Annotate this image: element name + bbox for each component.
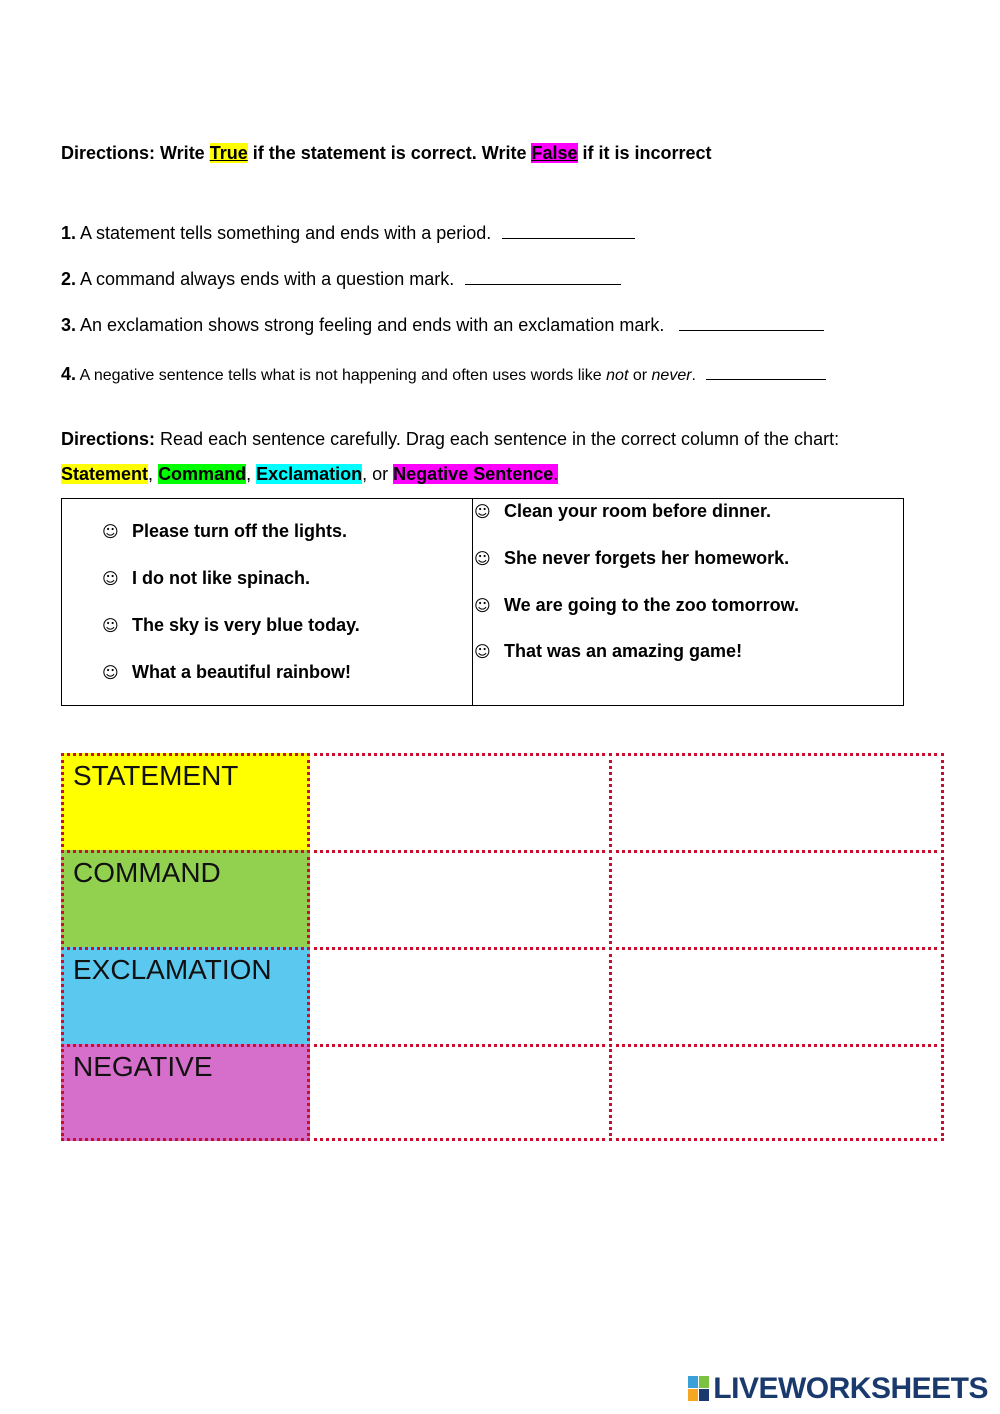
statement-label-cell bbox=[61, 753, 310, 853]
legend-command: Command bbox=[158, 464, 247, 484]
category-legend bbox=[61, 464, 558, 485]
negative-drop-zone-2[interactable] bbox=[609, 1044, 944, 1141]
sentence-text: We are going to the zoo tomorrow. bbox=[504, 595, 799, 615]
exclamation-label: EXCLAMATION bbox=[73, 954, 272, 985]
directions-text: Directions: Write bbox=[61, 143, 210, 163]
column-divider bbox=[472, 499, 473, 705]
directions-drag bbox=[61, 429, 839, 450]
smiley-icon: ☺ bbox=[474, 642, 491, 661]
directions-text: if it is incorrect bbox=[577, 143, 712, 163]
legend-separator: , or bbox=[362, 464, 394, 484]
draggable-sentence[interactable] bbox=[102, 614, 360, 637]
directions-true-false bbox=[61, 143, 712, 164]
sentence-bank bbox=[61, 498, 904, 706]
statement-drop-zone-1[interactable] bbox=[307, 753, 612, 853]
liveworksheets-brand bbox=[688, 1372, 988, 1406]
answer-blank-3[interactable] bbox=[679, 316, 824, 331]
question-text: A negative sentence tells what is not happening and often uses words like bbox=[76, 367, 607, 384]
exclamation-drop-zone-2[interactable] bbox=[609, 947, 944, 1047]
sentence-text: The sky is very blue today. bbox=[132, 615, 360, 635]
command-drop-zone-1[interactable] bbox=[307, 850, 612, 950]
brand-text: LIVEWORKSHEETS bbox=[713, 1372, 988, 1405]
false-highlight: False bbox=[531, 143, 578, 163]
smiley-icon: ☺ bbox=[474, 502, 491, 521]
statement-label: STATEMENT bbox=[73, 760, 239, 791]
question-number: 1. bbox=[61, 223, 77, 243]
smiley-icon: ☺ bbox=[474, 549, 491, 568]
question-number: 4. bbox=[61, 364, 77, 384]
draggable-sentence[interactable] bbox=[102, 567, 310, 590]
negative-label-cell bbox=[61, 1044, 310, 1141]
draggable-sentence[interactable] bbox=[474, 594, 799, 617]
exclamation-drop-zone-1[interactable] bbox=[307, 947, 612, 1047]
legend-separator: . bbox=[553, 464, 559, 484]
sentence-text: Clean your room before dinner. bbox=[504, 501, 772, 521]
draggable-sentence[interactable] bbox=[474, 640, 742, 663]
negative-label: NEGATIVE bbox=[73, 1051, 213, 1082]
question-text: . bbox=[691, 367, 701, 384]
legend-negative: Negative Sentence bbox=[393, 464, 554, 484]
sentence-text: What a beautiful rainbow! bbox=[132, 662, 351, 682]
question-1 bbox=[61, 223, 635, 244]
command-drop-zone-2[interactable] bbox=[609, 850, 944, 950]
category-chart bbox=[61, 753, 944, 1141]
emphasis-not: not bbox=[606, 367, 629, 384]
sentence-text: That was an amazing game! bbox=[504, 641, 743, 661]
question-number: 2. bbox=[61, 269, 77, 289]
smiley-icon: ☺ bbox=[102, 616, 119, 635]
draggable-sentence[interactable] bbox=[102, 661, 351, 684]
command-label-cell bbox=[61, 850, 310, 950]
negative-drop-zone-1[interactable] bbox=[307, 1044, 612, 1141]
question-text: A statement tells something and ends with a period. bbox=[76, 223, 497, 243]
sentence-text: She never forgets her homework. bbox=[504, 548, 790, 568]
sentence-text: Please turn off the lights. bbox=[132, 521, 348, 541]
directions-label: Directions: bbox=[61, 429, 156, 449]
answer-blank-2[interactable] bbox=[465, 270, 621, 285]
command-label: COMMAND bbox=[73, 857, 221, 888]
legend-exclamation: Exclamation bbox=[256, 464, 363, 484]
directions-text: if the statement is correct. Write bbox=[247, 143, 532, 163]
exclamation-label-cell bbox=[61, 947, 310, 1047]
legend-separator: , bbox=[246, 464, 252, 484]
liveworksheets-logo-icon bbox=[688, 1375, 710, 1401]
question-2 bbox=[61, 269, 621, 290]
smiley-icon: ☺ bbox=[474, 596, 491, 615]
question-text: A command always ends with a question mark. bbox=[76, 269, 460, 289]
question-4 bbox=[61, 364, 826, 385]
draggable-sentence[interactable] bbox=[474, 500, 771, 523]
emphasis-never: never bbox=[651, 367, 692, 384]
legend-separator: , bbox=[148, 464, 154, 484]
draggable-sentence[interactable] bbox=[474, 547, 789, 570]
sentence-text: I do not like spinach. bbox=[132, 568, 311, 588]
question-text: An exclamation shows strong feeling and ends with an exclamation mark. bbox=[76, 315, 670, 335]
directions-text: Read each sentence carefully. Drag each sentence in the correct column of the chart: bbox=[155, 429, 840, 449]
legend-statement: Statement bbox=[61, 464, 149, 484]
answer-blank-1[interactable] bbox=[502, 224, 635, 239]
smiley-icon: ☺ bbox=[102, 522, 119, 541]
question-3 bbox=[61, 315, 824, 336]
question-text: or bbox=[628, 367, 652, 384]
statement-drop-zone-2[interactable] bbox=[609, 753, 944, 853]
question-number: 3. bbox=[61, 315, 77, 335]
true-highlight: True bbox=[209, 143, 248, 163]
smiley-icon: ☺ bbox=[102, 663, 119, 682]
draggable-sentence[interactable] bbox=[102, 520, 347, 543]
smiley-icon: ☺ bbox=[102, 569, 119, 588]
answer-blank-4[interactable] bbox=[706, 365, 826, 380]
